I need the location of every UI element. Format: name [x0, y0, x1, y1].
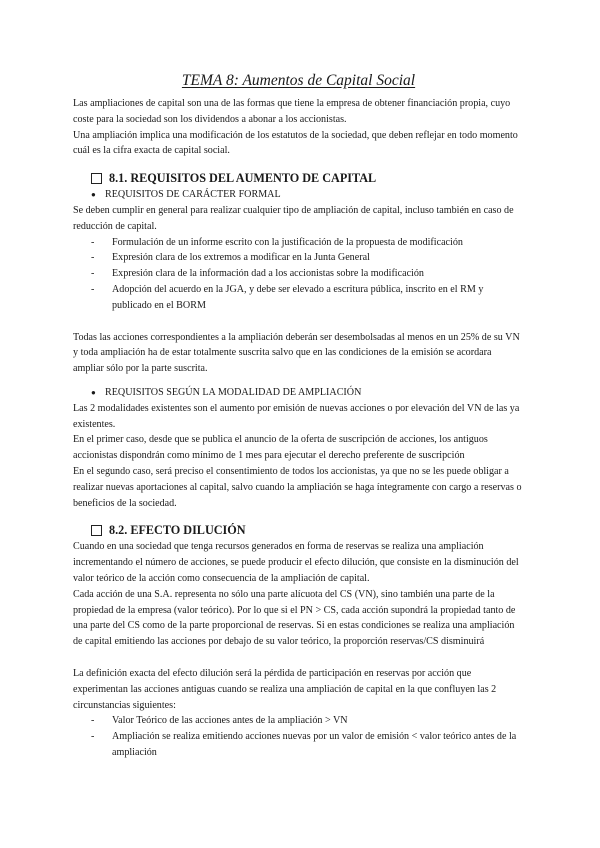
list-item [91, 729, 524, 761]
bullet-item-label: REQUISITOS DE CARÁCTER FORMAL [105, 189, 281, 201]
paragraph: La definición exacta del efecto dilución será la pérdida de participación en reservas por acción que experimentan las acciones antiguas cuando se realiza una ampliación de capital en la que confluyen las 2 circunstancias siguientes: [73, 667, 497, 711]
checkbox-square-icon [91, 173, 102, 184]
list-item [91, 282, 524, 314]
section-heading-requisitos [91, 169, 524, 187]
list-item-text: Ampliación se realiza emitiendo acciones nuevas por un valor de emisión < valor teórico antes de la ampliación [112, 731, 517, 758]
paragraph: Todas las acciones correspondientes a la ampliación deberán ser desembolsadas al menos en un 25% de su VN y toda ampliación ha de estar totalmente suscrita salvo que en las condiciones de la emisión se acordara ampliar sólo por la parte suscrita. [73, 331, 520, 375]
checkbox-square-icon [91, 525, 102, 536]
list-item-text: Expresión clara de la información dad a los accionistas sobre la modificación [112, 268, 424, 280]
paragraph: Cuando en una sociedad que tenga recursos generados en forma de reservas se realiza una ampliación incrementando el número de acciones, se puede producir el efecto dilución, que consiste en la disminución del valor teórico de la acción como consecuencia de la ampliación de capital. [73, 541, 519, 584]
dash-icon: - [91, 283, 95, 295]
spacer [73, 650, 524, 666]
paragraph: Cada acción de una S.A. representa no sólo una parte alícuota del CS (VN), sino también una parte de la propiedad de la empresa (valor teórico). Por lo que si el PN > CS, cada acción supondrá la propiedad tanto de una parte del CS como de la parte proporcional de reservas. Si en estas condiciones se realiza una ampliación de capital emitiendo las acciones por debajo de su valor teórico, la proporción reservas/CS disminuirá [73, 588, 516, 648]
page-title: TEMA 8: Aumentos de Capital Social [181, 72, 416, 89]
list-item [91, 266, 524, 282]
paragraph: En el segundo caso, será preciso el consentimiento de todos los accionistas, ya que no se les puede obligar a realizar nuevas aportaciones al capital, salvo cuando la ampliación se haga íntegramente con cargo a reservas o beneficios de la sociedad. [73, 465, 522, 509]
bullet-dot-icon: ● [91, 387, 96, 397]
list-item-text: Expresión clara de los extremos a modificar en la Junta General [112, 252, 370, 264]
spacer [73, 377, 524, 385]
paragraph: Se deben cumplir en general para realizar cualquier tipo de ampliación de capital, incluso también en caso de reducción de capital. [73, 204, 514, 232]
list-item-text: Formulación de un informe escrito con la justificación de la propuesta de modificación [112, 236, 463, 248]
intro-paragraph-1: Las ampliaciones de capital son una de las formas que tiene la empresa de obtener financiación propia, cuyo coste para la sociedad son los dividendos a abonar a los accionistas. [73, 98, 511, 125]
bullet-item-modalidad [91, 385, 524, 401]
paragraph: Las 2 modalidades existentes son el aumento por emisión de nuevas acciones o por elevación del VN de las ya existentes. [73, 402, 520, 430]
spacer [73, 314, 524, 330]
bullet-item-label: REQUISITOS SEGÚN LA MODALIDAD DE AMPLIACIÓN [105, 386, 362, 398]
dash-icon: - [91, 731, 95, 743]
section-heading-dilucion [91, 521, 524, 539]
section-heading-text: 8.1. REQUISITOS DEL AUMENTO DE CAPITAL [109, 171, 377, 186]
conditions-list [73, 713, 524, 760]
list-item [91, 235, 524, 251]
dash-icon: - [91, 715, 95, 727]
list-item-text: Valor Teórico de las acciones antes de la ampliación > VN [112, 715, 348, 727]
section-heading-text: 8.2. EFECTO DILUCIÓN [109, 523, 246, 538]
list-item [91, 250, 524, 266]
list-item-text: Adopción del acuerdo en la JGA, y debe ser elevado a escritura pública, inscrito en el RM y publicado en el BORM [112, 283, 484, 311]
dash-icon: - [91, 268, 95, 280]
bullet-item-formal [91, 187, 524, 203]
dash-icon: - [91, 252, 95, 264]
list-item [91, 713, 524, 729]
requirements-list [73, 235, 524, 314]
paragraph: En el primer caso, desde que se publica el anuncio de la oferta de suscripción de acciones, los antiguos accionistas dispondrán como mínimo de 1 mes para ejecutar el derecho preferente de suscripción [73, 434, 488, 462]
intro-paragraph-2: Una ampliación implica una modificación de los estatutos de la sociedad, que deben reflejar en todo momento cuál es la cifra exacta de capital social. [73, 129, 518, 157]
bullet-dot-icon: ● [91, 190, 96, 200]
dash-icon: - [91, 236, 95, 248]
